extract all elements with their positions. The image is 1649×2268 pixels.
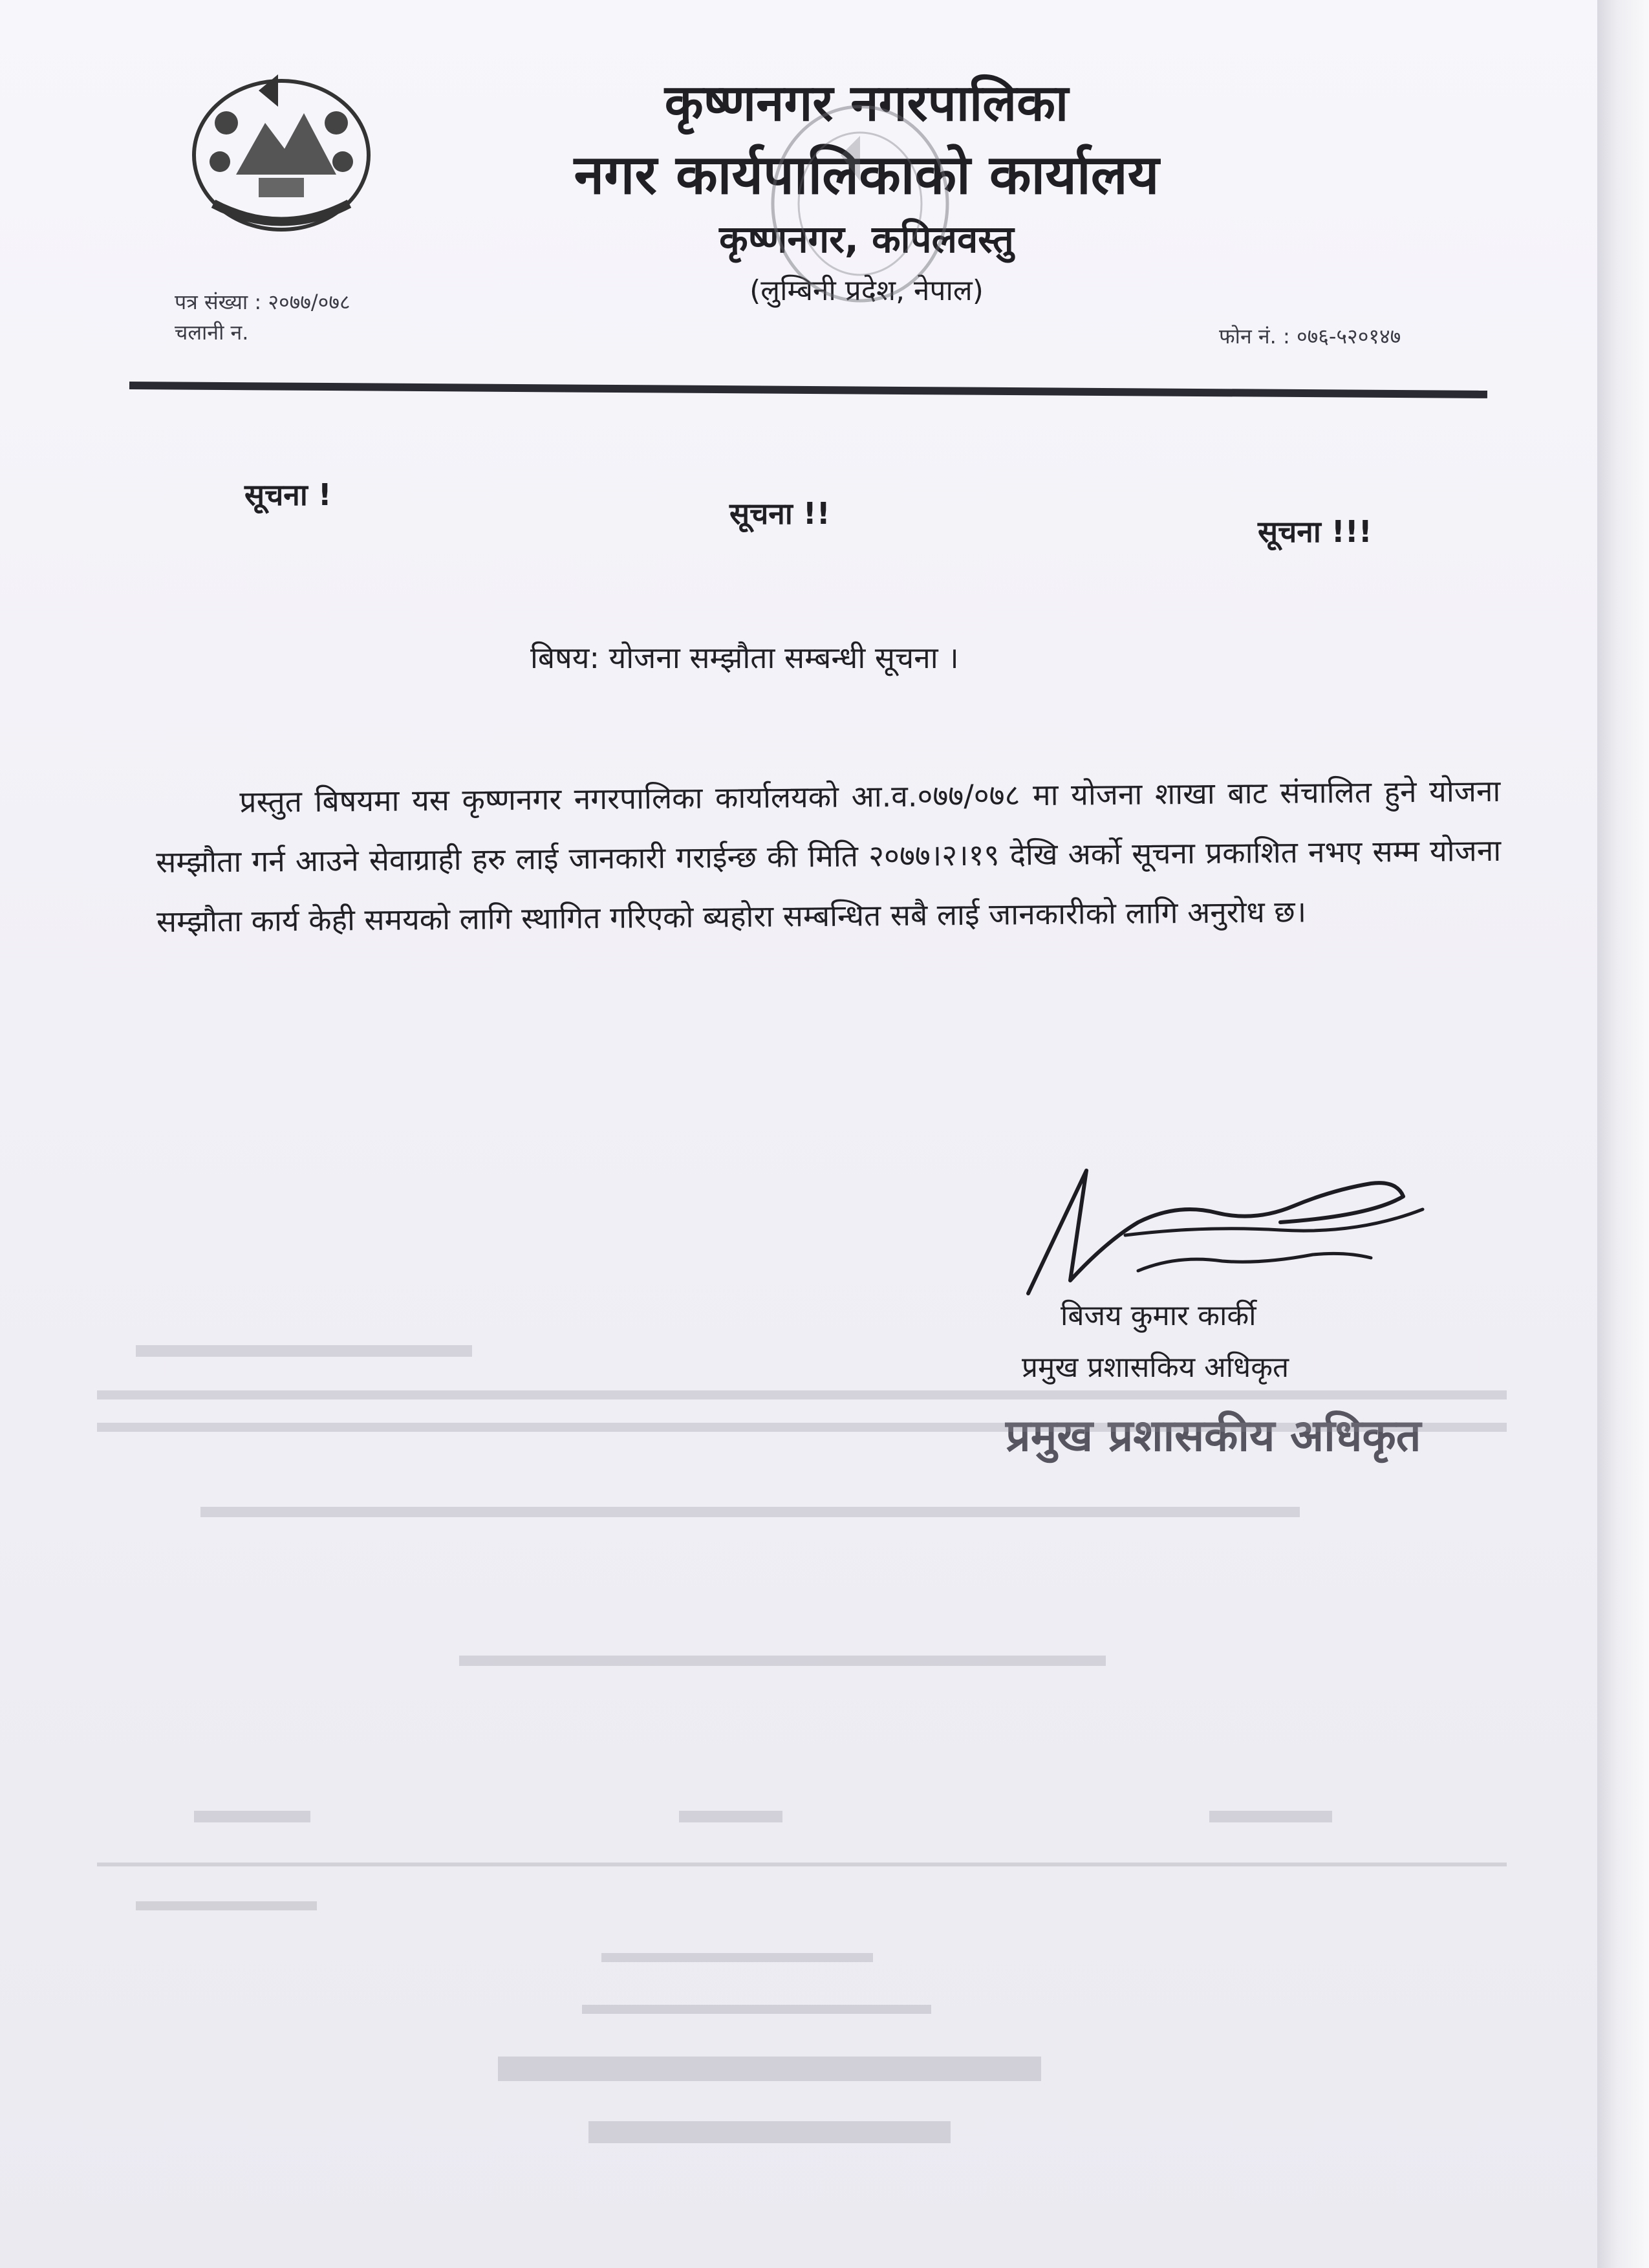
signatory-name: बिजय कुमार कार्की <box>1061 1299 1256 1332</box>
subject-line: बिषय: योजना सम्झौता सम्बन्धी सूचना । <box>530 640 959 675</box>
office-address: कृष्णनगर, कपिलवस्तु <box>719 217 1014 261</box>
notice-heading-3: सूचना !!! <box>1258 514 1372 549</box>
office-province: (लुम्बिनी प्रदेश, नेपाल) <box>749 274 984 307</box>
municipality-name: कृष्णनगर नगरपालिका <box>664 74 1069 133</box>
notice-body <box>155 761 1502 951</box>
office-name: नगर कार्यपालिकाको कार्यालय <box>574 143 1159 206</box>
notice-heading-2: सूचना !! <box>729 496 830 531</box>
nepal-emblem-logo <box>175 52 388 246</box>
bleed-through-marks <box>97 1319 1571 2225</box>
office-seal <box>763 97 957 310</box>
letter-number: पत्र संख्या : २०७७/०७८ <box>175 290 350 314</box>
title-stamp: प्रमुख प्रशासकीय अधिकृत <box>1006 1410 1421 1462</box>
handwritten-signature <box>1009 1145 1436 1313</box>
dispatch-number: चलानी न. <box>175 320 249 345</box>
scan-edge <box>1597 0 1649 2268</box>
phone-number: फोन नं. : ०७६-५२०१४७ <box>1219 324 1401 349</box>
notice-heading-1: सूचना ! <box>244 477 332 512</box>
signatory-title: प्रमुख प्रशासकिय अधिकृत <box>1022 1351 1289 1384</box>
body-paragraph: प्रस्तुत बिषयमा यस कृष्णनगर नगरपालिका कार्यालयको आ.व.०७७/०७८ मा योजना शाखा बाट संचालित हुने योजना सम्झौता गर्न आउने सेवाग्राही हरु लाई जानकारी गराईन्छ की मिति २०७७।२।१९ देखि अर्को सूचना प्रकाशित नभए सम्म योजना सम्झौता कार्य केही समयको लागि स्थागित गरिएको ब्यहोरा सम्बन्धित सबै लाई जानकारीको लागि अनुरोध छ। <box>155 773 1502 939</box>
